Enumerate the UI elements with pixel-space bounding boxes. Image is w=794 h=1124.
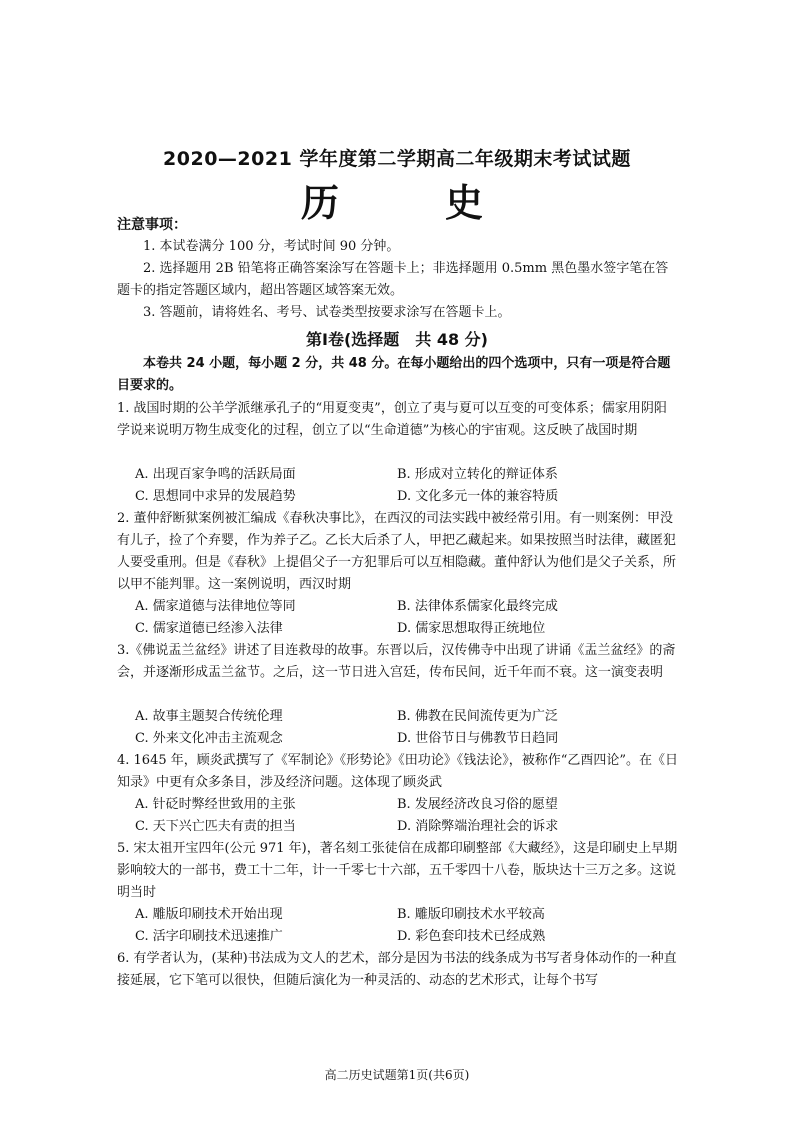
option-c: C. 天下兴亡匹夫有责的担当 [135,819,296,834]
option-c: C. 儒家道德已经渗入法律 [135,621,283,636]
question-2 [117,508,679,596]
question-3 [117,640,679,684]
question-4-options [135,794,679,838]
question-1 [117,398,679,442]
notice-item-1: 1. 本试卷满分 100 分，考试时间 90 分钟。 [143,239,400,254]
option-b: B. 雕版印刷技术水平较高 [397,907,545,922]
question-3-options [135,706,679,750]
option-b: B. 形成对立转化的辩证体系 [397,467,558,482]
option-b: B. 佛教在民间流传更为广泛 [397,709,558,724]
option-a: A. 雕版印刷技术开始出现 [135,907,283,922]
question-5 [117,838,679,904]
option-c: C. 活字印刷技术迅速推广 [135,929,283,944]
notice-heading: 注意事项： [117,217,187,233]
option-d: D. 儒家思想取得正统地位 [397,621,546,636]
question-stem: 5. 宋太祖开宝四年(公元 971 年)，著名刻工张徒信在成都印刷整部《大藏经》，这是印刷史上早期影响较大的一部书，费工十二年，计一千零七十六部，五千零四十八卷，版块达十三万之多。这说明当时 [117,841,678,900]
option-a: A. 儒家道德与法律地位等同 [135,599,296,614]
option-b: B. 法律体系儒家化最终完成 [397,599,558,614]
section-title: 第Ⅰ卷(选择题 共 48 分) [306,330,488,349]
exam-title: 2020—2021 学年度第二学期高二年级期末考试试题 [163,148,631,170]
question-5-options [135,904,679,948]
option-c: C. 外来文化冲击主流观念 [135,731,283,746]
option-c: C. 思想同中求异的发展趋势 [135,489,296,504]
option-a: A. 针砭时弊经世致用的主张 [135,797,296,812]
notice-item-3: 3. 答题前，请将姓名、考号、试卷类型按要求涂写在答题卡上。 [143,305,511,320]
instructions: 本卷共 24 小题，每小题 2 分，共 48 分。在每小题给出的四个选项中，只有一项是符合题目要求的。 [117,356,671,393]
option-d: D. 文化多元一体的兼容特质 [397,489,559,504]
question-stem: 3.《佛说盂兰盆经》讲述了目连救母的故事。东晋以后，汉传佛寺中出现了讲诵《盂兰盆经》的斋会，并逐渐形成盂兰盆节。之后，这一节日进入宫廷，传布民间，近千年而不衰。这一演变表明 [117,643,676,680]
subject-title: 历 史 [300,180,493,225]
question-stem: 1. 战国时期的公羊学派继承孔子的“用夏变夷”，创立了夷与夏可以互变的可变体系；儒家用阴阳学说来说明万物生成变化的过程，创立了以“生命道德”为核心的宇宙观。这反映了战国时期 [117,401,667,438]
option-a: A. 故事主题契合传统伦理 [135,709,283,724]
question-6 [117,948,679,1058]
option-d: D. 世俗节日与佛教节日趋同 [397,731,559,746]
option-a: A. 出现百家争鸣的活跃局面 [135,467,296,482]
page-footer: 高二历史试题第1页(共6页) [324,1068,470,1082]
question-2-options [135,596,679,640]
notice-item-2: 2. 选择题用 2B 铅笔将正确答案涂写在答题卡上；非选择题用 0.5mm 黑色墨水签字笔在答题卡的指定答题区域内，超出答题区域答案无效。 [117,261,669,298]
option-b: B. 发展经济改良习俗的愿望 [397,797,558,812]
question-stem: 2. 董仲舒断狱案例被汇编成《春秋决事比》，在西汉的司法实践中被经常引用。有一则案例：甲没有儿子，捡了个弃婴，作为养子乙。乙长大后杀了人，甲把乙藏起来。如果按照当时法律，藏匿犯人要受重刑。但是《春秋》上提倡父子一方犯罪后可以互相隐藏。董仲舒认为他们是父子关系，所以甲不能判罪。这一案例说明，西汉时期 [117,511,677,592]
question-stem: 6. 有学者认为，(某种)书法成为文人的艺术，部分是因为书法的线条成为书写者身体动作的一种直接延展，它下笔可以很快，但随后演化为一种灵活的、动态的艺术形式，让每个书写 [117,951,677,988]
option-d: D. 彩色套印技术已经成熟 [397,929,546,944]
option-d: D. 消除弊端治理社会的诉求 [397,819,559,834]
question-stem: 4. 1645 年，顾炎武撰写了《军制论》《形势论》《田功论》《钱法论》，被称作“乙酉四论”。在《日知录》中更有众多条目，涉及经济问题。这体现了顾炎武 [117,753,679,790]
question-1-options [135,464,679,508]
question-4 [117,750,679,794]
